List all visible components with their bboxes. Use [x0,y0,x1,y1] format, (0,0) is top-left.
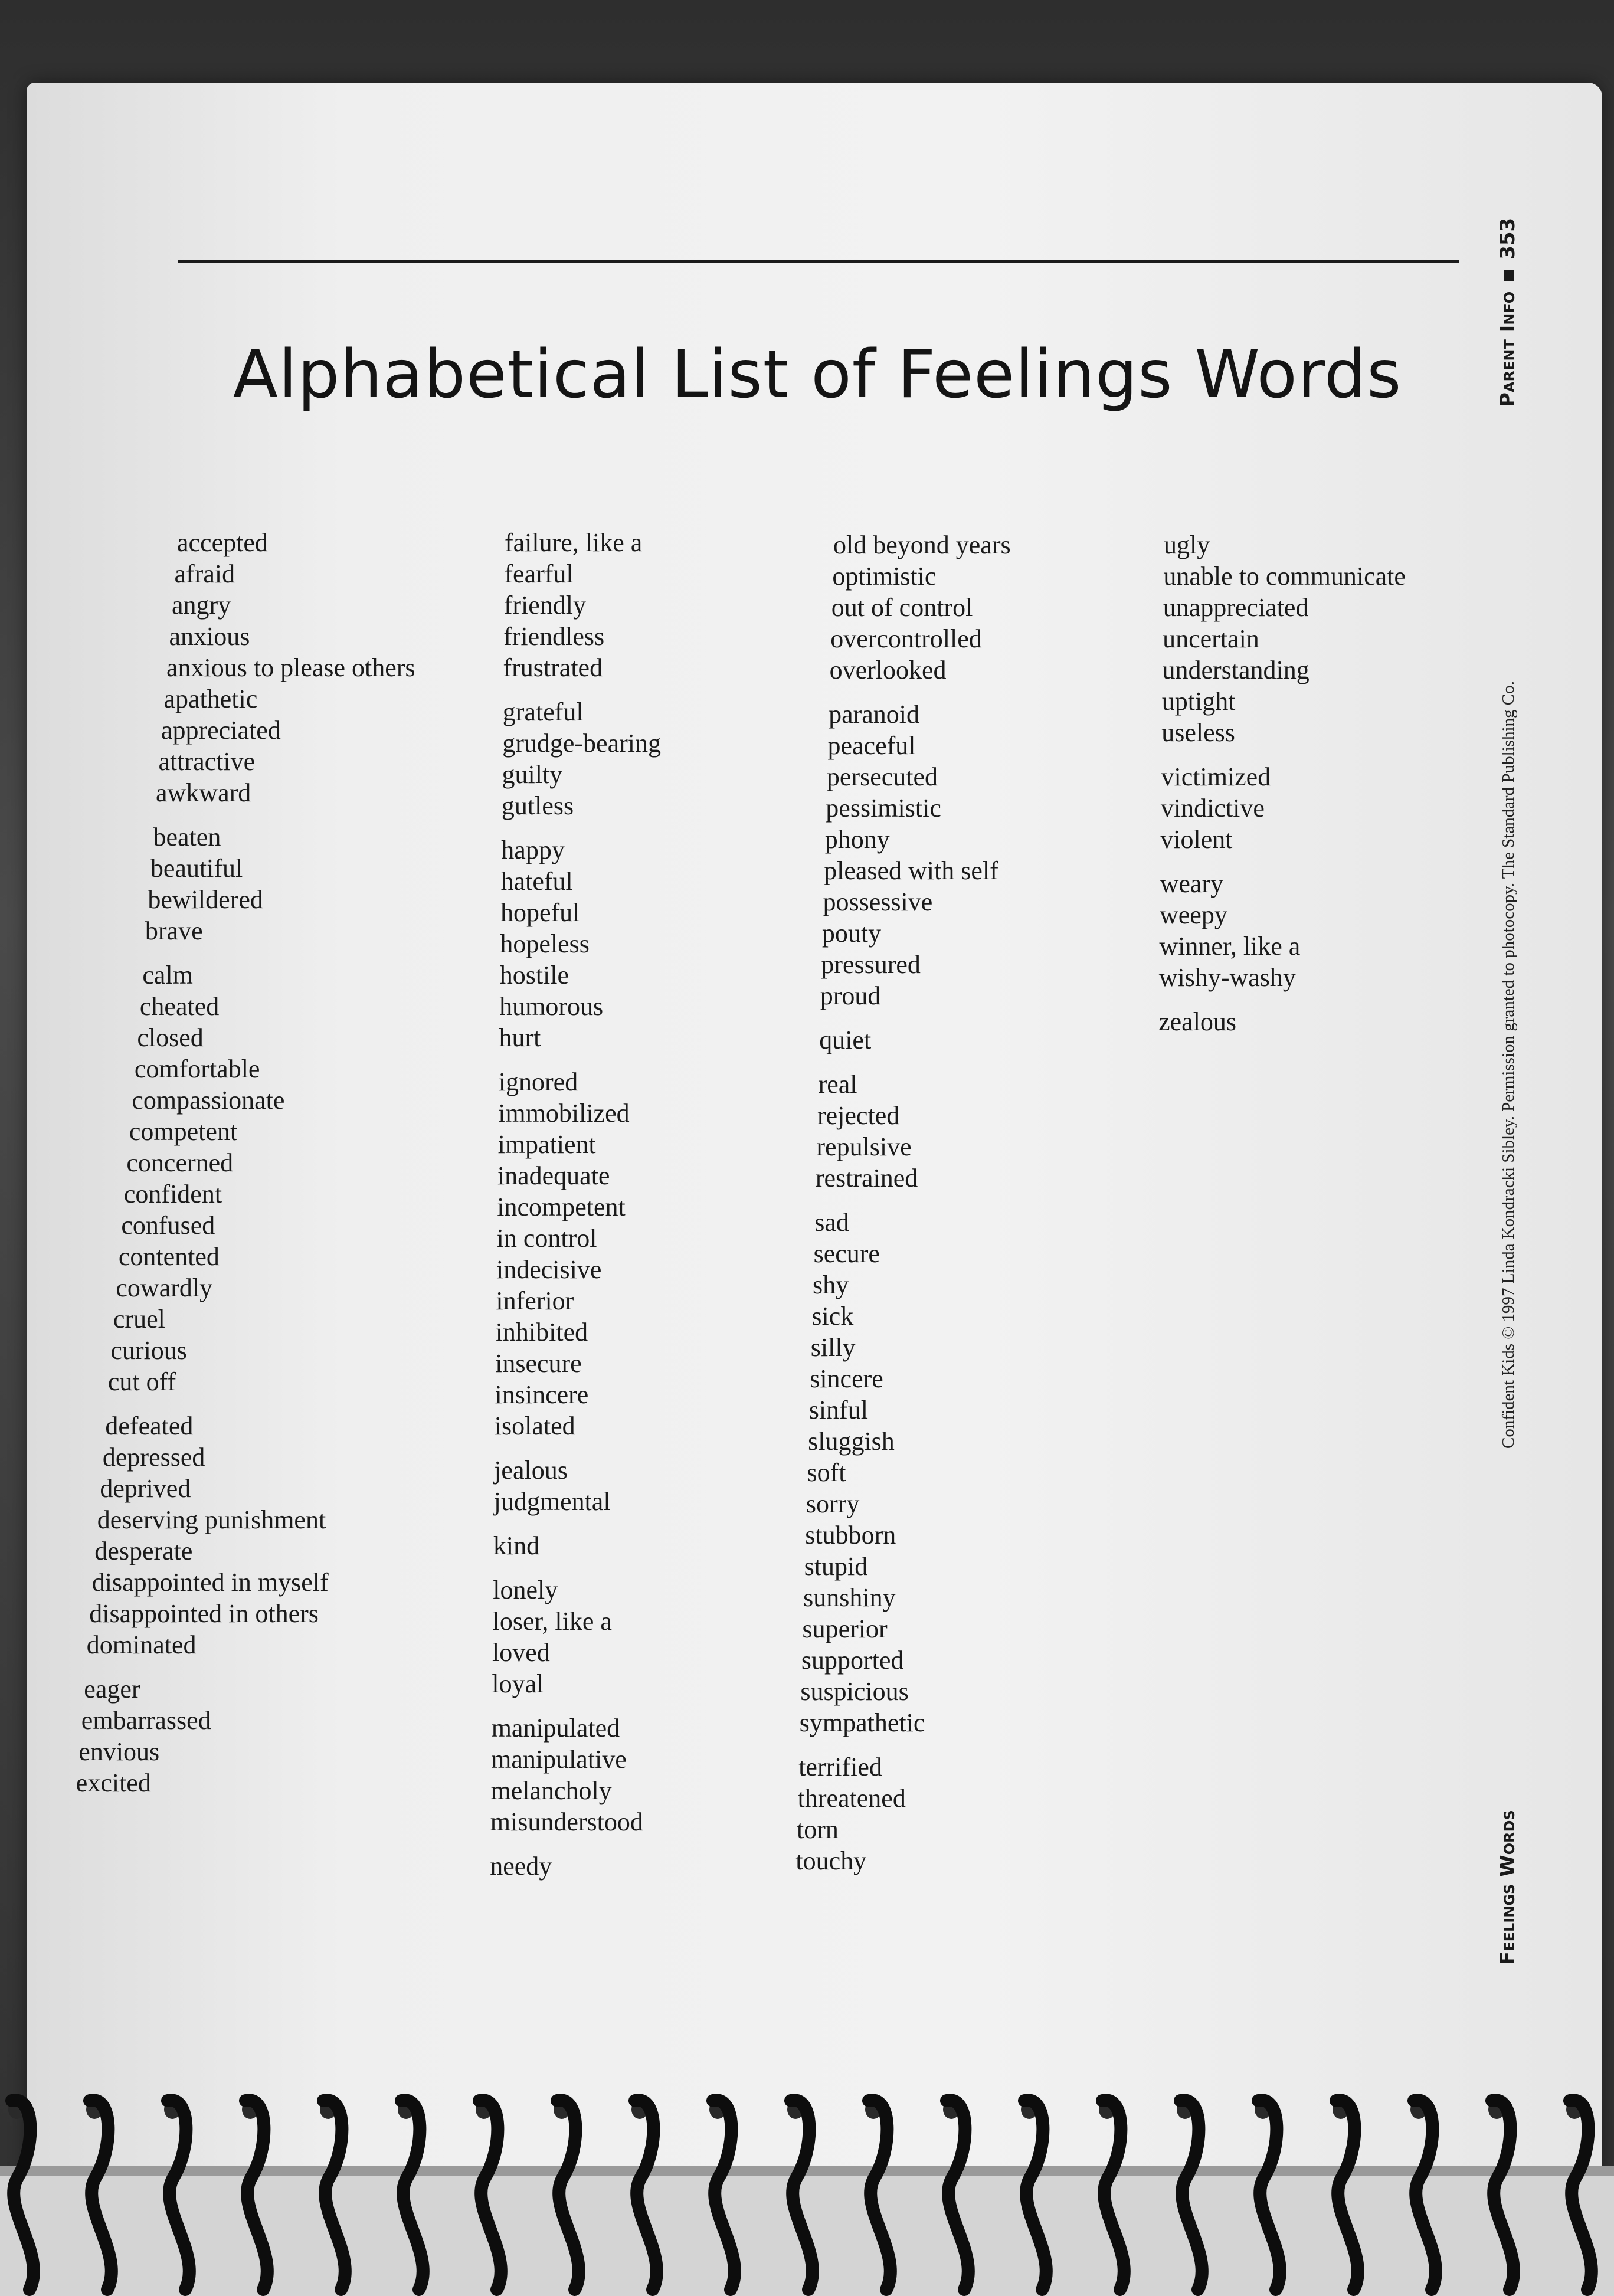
feeling-word: accepted [177,528,268,557]
feeling-word: unappreciated [1163,593,1309,622]
feeling-word: possessive [823,887,933,916]
word-group [145,821,426,946]
feeling-word: sad [814,1208,849,1237]
feeling-word: inferior [496,1286,574,1315]
feeling-word: anxious [169,622,250,651]
feeling-word: judgmental [493,1487,611,1516]
feeling-word: threatened [797,1784,906,1813]
feeling-word: manipulated [491,1714,620,1743]
feeling-word: loser, like a [492,1607,612,1636]
word-group [819,1024,1011,1056]
feeling-word: lonely [493,1576,558,1604]
feeling-word: compassionate [132,1086,285,1115]
feeling-word: understanding [1162,656,1309,684]
feeling-word: indecisive [496,1255,602,1284]
feeling-word: kind [493,1531,540,1560]
feeling-word: contented [118,1242,220,1271]
feeling-word: ignored [498,1067,578,1096]
word-group [1161,529,1406,748]
feeling-word: awkward [156,778,251,807]
feeling-word: confident [123,1180,222,1208]
feeling-word: happy [501,836,565,864]
feeling-word: supported [801,1646,904,1675]
word-column-3 [795,529,1011,1889]
feeling-word: sunshiny [803,1583,896,1612]
feeling-word: bewildered [148,885,263,914]
feeling-word: loved [492,1638,550,1667]
feeling-word: rejected [817,1101,900,1130]
feeling-word: depressed [102,1443,205,1472]
word-group [501,696,663,821]
word-group [499,834,663,1053]
word-group [493,1455,663,1517]
feeling-word: isolated [494,1411,575,1440]
feeling-word: sympathetic [799,1708,925,1737]
header-rule [178,260,1459,263]
feeling-word: friendly [503,591,586,620]
feeling-word: sorry [806,1489,860,1518]
footer-section-label: Feelings Words [1496,1810,1520,1965]
word-group [494,1066,663,1442]
spiral-binding [0,2077,1614,2296]
feeling-word: weary [1160,869,1224,898]
feeling-word: proud [820,981,881,1010]
feeling-word: anxious to please others [166,653,415,682]
word-group [829,529,1011,686]
feeling-word: soft [807,1458,846,1487]
feeling-word: comfortable [134,1054,260,1083]
word-group [490,1850,663,1882]
feeling-word: defeated [105,1411,194,1440]
feeling-word: terrified [798,1753,882,1781]
word-group [86,1410,426,1660]
feeling-word: hopeful [500,898,580,927]
feeling-word: ugly [1164,530,1210,559]
feeling-word: appreciated [161,716,281,745]
feeling-word: secure [813,1239,880,1268]
feeling-word: confused [121,1211,215,1240]
feeling-word: closed [137,1023,204,1052]
feeling-word: pleased with self [824,856,998,885]
word-column-1 [76,527,426,1812]
feeling-word: pouty [821,919,882,948]
feeling-word: inhibited [495,1318,588,1347]
page-number: 353 [1496,217,1520,260]
feeling-word: beautiful [150,854,243,883]
feeling-word: brave [145,916,203,945]
feeling-word: misunderstood [490,1807,643,1836]
feeling-word: hurt [499,1023,541,1052]
copyright-notice: Confident Kids © 1997 Linda Kondracki Sibley. Permission granted to photocopy. The Standard Publishing Co. [1499,681,1518,1449]
feeling-word: disappointed in myself [91,1568,329,1597]
feeling-word: real [818,1070,857,1099]
feeling-word: old beyond years [833,530,1011,559]
feeling-word: incompetent [497,1193,626,1221]
feeling-word: insincere [495,1380,589,1409]
feeling-word: touchy [795,1846,867,1875]
feeling-word: cheated [139,992,220,1021]
feeling-word: apathetic [163,684,258,713]
feeling-word: beaten [153,823,221,851]
feeling-word: cruel [113,1305,165,1334]
feeling-word: melancholy [490,1776,612,1805]
feeling-word: needy [490,1852,552,1881]
feeling-word: jealous [494,1456,568,1485]
feeling-word: quiet [819,1026,872,1054]
feeling-word: fearful [504,559,574,588]
feeling-word: stubborn [805,1521,896,1550]
feeling-word: excited [76,1768,151,1797]
feeling-word: impatient [497,1130,596,1159]
feeling-word: overcontrolled [830,624,982,653]
feeling-word: pressured [821,950,921,979]
feeling-word: weepy [1160,900,1227,929]
feeling-word: in control [496,1224,597,1253]
feeling-word: disappointed in others [89,1599,319,1628]
feeling-word: inadequate [497,1161,610,1190]
feeling-word: competent [129,1117,238,1146]
word-group [156,527,426,808]
square-bullet-icon [1504,270,1514,281]
feeling-word: manipulative [491,1745,627,1774]
word-group [505,527,663,683]
feeling-word: embarrassed [81,1706,211,1735]
feeling-word: superior [802,1614,888,1643]
feeling-word: immobilized [498,1099,630,1128]
feeling-word: angry [172,591,231,620]
feeling-word: calm [142,961,193,990]
feeling-word: repulsive [816,1132,912,1161]
feeling-word: concerned [126,1148,234,1177]
word-group [1158,868,1406,993]
feeling-word: useless [1161,718,1235,747]
feeling-word: out of control [831,593,973,622]
feeling-word: deprived [100,1474,191,1503]
feeling-word: pessimistic [826,794,941,823]
feeling-word: torn [797,1815,839,1844]
feeling-word: hateful [500,867,573,896]
feeling-word: eager [84,1675,140,1704]
feeling-word: overlooked [829,656,947,684]
word-group [1160,761,1406,855]
feeling-word: humorous [499,992,604,1021]
feeling-word: hopeless [500,929,590,958]
feeling-word: friendless [503,622,605,651]
feeling-word: restrained [815,1164,918,1193]
feeling-word: hostile [499,961,569,990]
feeling-word: wishy-washy [1158,963,1296,992]
feeling-word: failure, like a [505,528,643,557]
feeling-word: violent [1160,825,1233,854]
feeling-word: cut off [107,1367,176,1396]
feeling-word: grateful [502,697,584,726]
feeling-word: optimistic [832,562,937,591]
feeling-word: victimized [1161,762,1271,791]
feeling-word: phony [824,825,890,854]
feeling-word: silly [810,1333,856,1362]
word-group [490,1712,663,1838]
feeling-word: gutless [501,791,574,820]
feeling-word: grudge-bearing [502,729,661,758]
word-group [492,1574,663,1699]
feeling-word: sluggish [808,1427,895,1456]
feeling-word: stupid [804,1552,868,1581]
feeling-word: vindictive [1160,794,1265,823]
section-page-label [1496,218,1520,407]
feeling-word: shy [813,1270,849,1299]
feeling-word: paranoid [829,700,920,729]
feeling-word: dominated [86,1630,197,1659]
section-label: Parent Info [1496,291,1520,407]
feeling-word: cowardly [116,1273,213,1302]
feeling-word: suspicious [800,1677,909,1706]
feeling-word: envious [78,1737,160,1766]
feeling-word: sincere [810,1364,883,1393]
feeling-word: guilty [502,760,563,789]
feeling-word: zealous [1158,1007,1237,1036]
word-group [815,1069,1011,1194]
feeling-word: insecure [495,1349,582,1378]
feeling-word: winner, like a [1159,932,1301,961]
feeling-word: attractive [158,747,256,776]
word-column-4 [1158,529,1406,1050]
word-group [76,1673,426,1799]
word-group [820,699,1011,1011]
feeling-word: peaceful [827,731,916,760]
feeling-word: uncertain [1163,624,1259,653]
word-group [799,1207,1011,1738]
feeling-word: uptight [1161,687,1236,716]
feeling-word: persecuted [826,762,938,791]
feeling-word: afraid [174,559,235,588]
feeling-word: deserving punishment [97,1505,326,1534]
feeling-word: desperate [94,1537,193,1565]
word-column-2 [490,527,663,1895]
feeling-word: sick [811,1302,854,1331]
word-group [493,1530,663,1561]
feeling-word: sinful [808,1396,868,1424]
feeling-word: curious [110,1336,187,1365]
word-group [1158,1006,1406,1037]
feeling-word: unable to communicate [1163,562,1406,591]
word-group [795,1751,1011,1876]
page-title: Alphabetical List of Feelings Words [233,336,1402,414]
feeling-word: loyal [492,1669,544,1698]
word-group [107,959,426,1397]
feeling-word: frustrated [503,653,603,682]
